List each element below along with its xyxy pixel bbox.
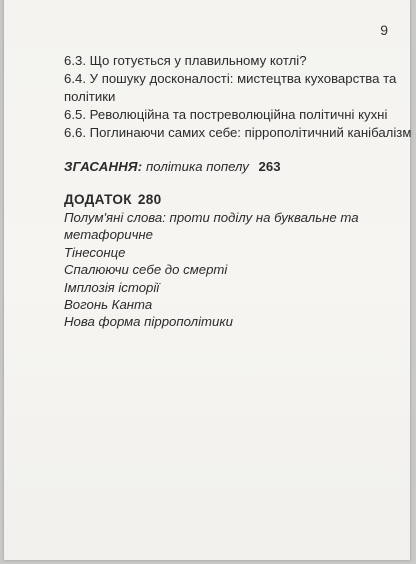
table-of-contents [64,52,412,331]
appendix-page-number: 280 [137,192,162,207]
toc-entry-continuation: політики [64,89,116,104]
appendix-item: Тінесонце [64,244,126,260]
toc-entry: 6.3. Що готується у плавильному котлі? [64,53,307,68]
toc-entry: 6.5. Революційна та постреволюційна політичні кухні [64,107,388,122]
subsection-list [64,52,412,142]
appendix-item: Імплозія історії [64,279,160,295]
section-label: ЗГАСАННЯ: [64,159,143,174]
toc-entry: 6.6. Поглинаючи самих себе: піррополітичний канібалізм [64,125,412,140]
page-number: 9 [380,22,388,38]
appendix-item: Спалюючи себе до смерті [64,262,228,278]
section-title: політика попелу [146,159,249,174]
appendix-item: Нова форма піррополітики [64,314,233,330]
toc-entry: 6.4. У пошуку досконалості: мистецтва куховарства та [64,71,397,86]
section-heading [64,158,394,176]
appendix-label: ДОДАТОК [64,192,132,207]
book-page [4,0,410,560]
appendix-item: Вогонь Канта [64,297,153,313]
appendix-item-list [64,209,394,331]
appendix-heading [64,191,394,209]
section-page-number: 263 [258,159,281,174]
appendix-item: Полум'яні слова: проти поділу на буквальне та [64,210,359,225]
appendix-item-continuation: метафоричне [64,227,153,243]
